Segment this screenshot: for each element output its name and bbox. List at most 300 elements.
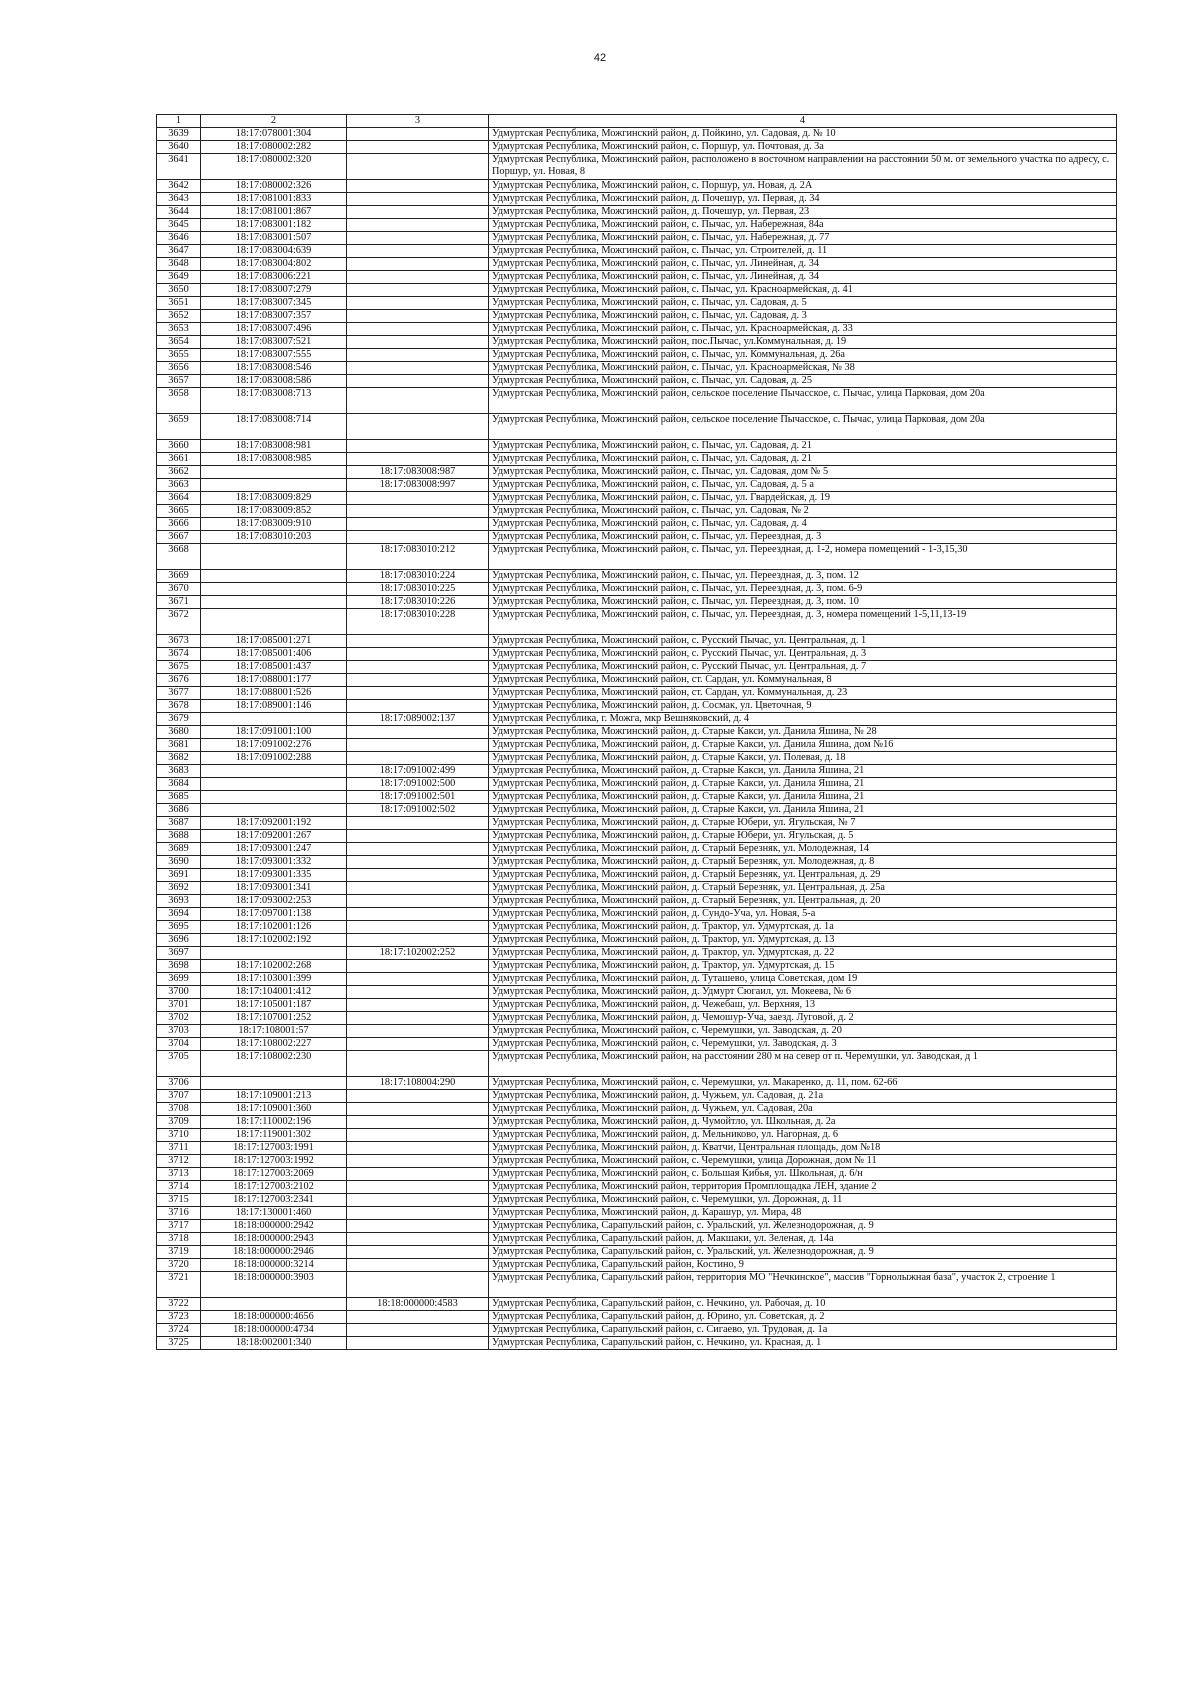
row-number-cell: 3650 (157, 284, 201, 297)
cadastral-number-alt-cell (347, 505, 489, 518)
table-row (157, 544, 1117, 570)
address-cell: Удмуртская Республика, Сарапульский район, д. Юрино, ул. Советская, д. 2 (489, 1311, 1117, 1324)
cadastral-number-cell: 18:17:083007:345 (201, 297, 347, 310)
address-cell: Удмуртская Республика, Можгинский район, с. Пычас, ул. Линейная, д. 34 (489, 271, 1117, 284)
address-cell: Удмуртская Республика, Можгинский район, д. Туташево, улица Советская, дом 19 (489, 973, 1117, 986)
cadastral-number-alt-cell (347, 817, 489, 830)
address-cell: Удмуртская Республика, Можгинский район, д. Старые Какси, ул. Данила Яшина, дом №16 (489, 739, 1117, 752)
cadastral-number-cell: 18:17:092001:267 (201, 830, 347, 843)
row-number-cell: 3639 (157, 128, 201, 141)
cadastral-number-alt-cell (347, 1103, 489, 1116)
table-row (157, 986, 1117, 999)
cadastral-number-cell: 18:18:000000:2943 (201, 1233, 347, 1246)
table-row (157, 635, 1117, 648)
address-cell: Удмуртская Республика, Можгинский район, д. Чумойтло, ул. Школьная, д. 2а (489, 1116, 1117, 1129)
row-number-cell: 3683 (157, 765, 201, 778)
cadastral-number-cell: 18:17:102002:192 (201, 934, 347, 947)
cadastral-number-alt-cell (347, 453, 489, 466)
address-cell: Удмуртская Республика, г. Можга, мкр Вешняковский, д. 4 (489, 713, 1117, 726)
table-row (157, 453, 1117, 466)
row-number-cell: 3662 (157, 466, 201, 479)
address-cell: Удмуртская Республика, Можгинский район, с. Черемушки, ул. Заводская, д. 3 (489, 1038, 1117, 1051)
cadastral-number-cell: 18:17:083009:852 (201, 505, 347, 518)
cadastral-number-alt-cell (347, 518, 489, 531)
cadastral-number-cell: 18:17:083009:910 (201, 518, 347, 531)
table-row (157, 817, 1117, 830)
table-row (157, 1155, 1117, 1168)
cadastral-number-cell: 18:17:083008:713 (201, 388, 347, 414)
row-number-cell: 3677 (157, 687, 201, 700)
table-row (157, 440, 1117, 453)
row-number-cell: 3668 (157, 544, 201, 570)
address-cell: Удмуртская Республика, Сарапульский район, территория МО "Нечкинское", массив "Горнолыжная база", участок 2, строение 1 (489, 1272, 1117, 1298)
cadastral-number-cell: 18:17:088001:177 (201, 674, 347, 687)
cadastral-number-alt-cell (347, 297, 489, 310)
row-number-cell: 3684 (157, 778, 201, 791)
table-row (157, 505, 1117, 518)
row-number-cell: 3725 (157, 1337, 201, 1350)
row-number-cell: 3700 (157, 986, 201, 999)
table-row (157, 531, 1117, 544)
row-number-cell: 3724 (157, 1324, 201, 1337)
table-row (157, 414, 1117, 440)
table-row (157, 1272, 1117, 1298)
cadastral-number-alt-cell (347, 960, 489, 973)
address-cell: Удмуртская Республика, Сарапульский район, с. Уральский, ул. Железнодорожная, д. 9 (489, 1220, 1117, 1233)
address-cell: Удмуртская Республика, Можгинский район, д. Почешур, ул. Первая, д. 34 (489, 193, 1117, 206)
row-number-cell: 3717 (157, 1220, 201, 1233)
cadastral-number-alt-cell (347, 1220, 489, 1233)
table-row (157, 726, 1117, 739)
table-row (157, 947, 1117, 960)
address-cell: Удмуртская Республика, Можгинский район, с. Большая Кибья, ул. Школьная, д. 6/н (489, 1168, 1117, 1181)
address-cell: Удмуртская Республика, Сарапульский район, с. Нечкино, ул. Рабочая, д. 10 (489, 1298, 1117, 1311)
address-cell: Удмуртская Республика, Сарапульский район, с. Уральский, ул. Железнодорожная, д. 9 (489, 1246, 1117, 1259)
cadastral-number-alt-cell: 18:17:091002:500 (347, 778, 489, 791)
address-cell: Удмуртская Республика, Можгинский район, с. Черемушки, ул. Заводская, д. 20 (489, 1025, 1117, 1038)
table-row (157, 336, 1117, 349)
row-number-cell: 3675 (157, 661, 201, 674)
cadastral-number-alt-cell: 18:17:083008:987 (347, 466, 489, 479)
cadastral-number-alt-cell (347, 1012, 489, 1025)
address-cell: Удмуртская Республика, Можгинский район, с. Черемушки, ул. Макаренко, д. 11, пом. 62-66 (489, 1077, 1117, 1090)
cadastral-number-alt-cell (347, 687, 489, 700)
cadastral-number-alt-cell (347, 1311, 489, 1324)
cadastral-number-alt-cell (347, 921, 489, 934)
table-row (157, 245, 1117, 258)
cadastral-number-cell: 18:17:093001:335 (201, 869, 347, 882)
address-cell: Удмуртская Республика, Можгинский район, д. Старый Березняк, ул. Центральная, д. 25а (489, 882, 1117, 895)
cadastral-number-alt-cell: 18:17:083008:997 (347, 479, 489, 492)
row-number-cell: 3661 (157, 453, 201, 466)
address-cell: Удмуртская Республика, Можгинский район, д. Трактор, ул. Удмуртская, д. 15 (489, 960, 1117, 973)
table-row (157, 323, 1117, 336)
cadastral-number-cell: 18:17:083007:357 (201, 310, 347, 323)
row-number-cell: 3669 (157, 570, 201, 583)
address-cell: Удмуртская Республика, Можгинский район, на расстоянии 280 м на север от п. Черемушки, ул. Заводская, д 1 (489, 1051, 1117, 1077)
cadastral-number-cell (201, 778, 347, 791)
cadastral-number-alt-cell (347, 1207, 489, 1220)
cadastral-number-cell (201, 544, 347, 570)
cadastral-number-alt-cell (347, 661, 489, 674)
cadastral-number-cell (201, 804, 347, 817)
cadastral-number-alt-cell (347, 1246, 489, 1259)
cadastral-number-alt-cell (347, 856, 489, 869)
cadastral-number-cell: 18:17:083004:802 (201, 258, 347, 271)
cadastral-number-cell: 18:17:085001:437 (201, 661, 347, 674)
table-row (157, 804, 1117, 817)
cadastral-number-cell: 18:18:000000:2946 (201, 1246, 347, 1259)
address-cell: Удмуртская Республика, Можгинский район, с. Пычас, ул. Садовая, д. 5 (489, 297, 1117, 310)
cadastral-number-alt-cell: 18:17:089002:137 (347, 713, 489, 726)
row-number-cell: 3647 (157, 245, 201, 258)
address-cell: Удмуртская Республика, Можгинский район, д. Трактор, ул. Удмуртская, д. 1а (489, 921, 1117, 934)
cadastral-number-cell (201, 570, 347, 583)
table-row (157, 154, 1117, 180)
cadastral-number-alt-cell (347, 1337, 489, 1350)
row-number-cell: 3654 (157, 336, 201, 349)
table-row (157, 375, 1117, 388)
address-cell: Удмуртская Республика, Можгинский район, с. Пычас, ул. Садовая, д. 21 (489, 453, 1117, 466)
address-cell: Удмуртская Республика, Можгинский район, с. Пычас, ул. Красноармейская, № 38 (489, 362, 1117, 375)
cadastral-number-alt-cell (347, 440, 489, 453)
table-row (157, 362, 1117, 375)
cadastral-number-cell: 18:18:000000:4656 (201, 1311, 347, 1324)
table-row (157, 908, 1117, 921)
table-row (157, 1259, 1117, 1272)
row-number-cell: 3679 (157, 713, 201, 726)
row-number-cell: 3658 (157, 388, 201, 414)
cadastral-number-cell: 18:17:085001:271 (201, 635, 347, 648)
row-number-cell: 3678 (157, 700, 201, 713)
address-cell: Удмуртская Республика, Можгинский район, с. Русский Пычас, ул. Центральная, д. 3 (489, 648, 1117, 661)
cadastral-number-alt-cell (347, 908, 489, 921)
row-number-cell: 3693 (157, 895, 201, 908)
row-number-cell: 3689 (157, 843, 201, 856)
table-row (157, 206, 1117, 219)
cadastral-number-cell: 18:17:097001:138 (201, 908, 347, 921)
row-number-cell: 3697 (157, 947, 201, 960)
cadastral-number-cell: 18:18:000000:4734 (201, 1324, 347, 1337)
table-row (157, 973, 1117, 986)
cadastral-number-cell: 18:17:102001:126 (201, 921, 347, 934)
address-cell: Удмуртская Республика, Можгинский район, д. Трактор, ул. Удмуртская, д. 13 (489, 934, 1117, 947)
cadastral-number-cell: 18:17:089001:146 (201, 700, 347, 713)
cadastral-number-cell: 18:17:127003:2102 (201, 1181, 347, 1194)
cadastral-number-cell: 18:17:080002:320 (201, 154, 347, 180)
table-row (157, 830, 1117, 843)
row-number-cell: 3651 (157, 297, 201, 310)
row-number-cell: 3685 (157, 791, 201, 804)
cadastral-number-cell: 18:17:127003:2341 (201, 1194, 347, 1207)
property-registry-table (156, 114, 1117, 1350)
cadastral-number-alt-cell (347, 310, 489, 323)
address-cell: Удмуртская Республика, Можгинский район, с. Пычас, ул. Коммунальная, д. 26а (489, 349, 1117, 362)
address-cell: Удмуртская Республика, Можгинский район, с. Пычас, ул. Красноармейская, д. 41 (489, 284, 1117, 297)
address-cell: Удмуртская Республика, Можгинский район, территория Промплощадка ЛЕН, здание 2 (489, 1181, 1117, 1194)
table-row (157, 856, 1117, 869)
address-cell: Удмуртская Республика, Можгинский район, ст. Сардан, ул. Коммунальная, д. 23 (489, 687, 1117, 700)
address-cell: Удмуртская Республика, Можгинский район, д. Трактор, ул. Удмуртская, д. 22 (489, 947, 1117, 960)
cadastral-number-cell: 18:17:083001:182 (201, 219, 347, 232)
table-row (157, 869, 1117, 882)
row-number-cell: 3713 (157, 1168, 201, 1181)
row-number-cell: 3673 (157, 635, 201, 648)
cadastral-number-alt-cell (347, 973, 489, 986)
cadastral-number-cell (201, 479, 347, 492)
row-number-cell: 3652 (157, 310, 201, 323)
address-cell: Удмуртская Республика, Можгинский район, д. Почешур, ул. Первая, 23 (489, 206, 1117, 219)
cadastral-number-alt-cell (347, 739, 489, 752)
table-row (157, 1077, 1117, 1090)
row-number-cell: 3643 (157, 193, 201, 206)
table-row (157, 1181, 1117, 1194)
row-number-cell: 3674 (157, 648, 201, 661)
address-cell: Удмуртская Республика, Можгинский район, д. Старый Березняк, ул. Молодежная, д. 8 (489, 856, 1117, 869)
cadastral-number-cell (201, 466, 347, 479)
table-row (157, 518, 1117, 531)
cadastral-number-cell: 18:17:119001:302 (201, 1129, 347, 1142)
cadastral-number-alt-cell (347, 154, 489, 180)
cadastral-number-alt-cell (347, 219, 489, 232)
table-row (157, 1012, 1117, 1025)
row-number-cell: 3720 (157, 1259, 201, 1272)
row-number-cell: 3711 (157, 1142, 201, 1155)
table-row (157, 687, 1117, 700)
address-cell: Удмуртская Республика, Можгинский район, д. Карашур, ул. Мира, 48 (489, 1207, 1117, 1220)
row-number-cell: 3701 (157, 999, 201, 1012)
cadastral-number-cell: 18:17:093002:253 (201, 895, 347, 908)
row-number-cell: 3715 (157, 1194, 201, 1207)
row-number-cell: 3723 (157, 1311, 201, 1324)
cadastral-number-alt-cell: 18:17:091002:502 (347, 804, 489, 817)
cadastral-number-alt-cell: 18:18:000000:4583 (347, 1298, 489, 1311)
row-number-cell: 3722 (157, 1298, 201, 1311)
address-cell: Удмуртская Республика, Можгинский район, д. Старые Какси, ул. Полевая, д. 18 (489, 752, 1117, 765)
cadastral-number-cell: 18:17:107001:252 (201, 1012, 347, 1025)
row-number-cell: 3641 (157, 154, 201, 180)
cadastral-number-alt-cell (347, 986, 489, 999)
cadastral-number-cell (201, 583, 347, 596)
cadastral-number-cell: 18:17:092001:192 (201, 817, 347, 830)
cadastral-number-cell: 18:17:078001:304 (201, 128, 347, 141)
table-row (157, 713, 1117, 726)
address-cell: Удмуртская Республика, Сарапульский район, с. Сигаево, ул. Трудовая, д. 1а (489, 1324, 1117, 1337)
address-cell: Удмуртская Республика, Можгинский район, д. Старые Какси, ул. Данила Яшина, 21 (489, 804, 1117, 817)
row-number-cell: 3663 (157, 479, 201, 492)
cadastral-number-alt-cell (347, 1324, 489, 1337)
address-cell: Удмуртская Республика, Можгинский район, д. Чужьем, ул. Садовая, 20а (489, 1103, 1117, 1116)
table-row (157, 1324, 1117, 1337)
cadastral-number-cell: 18:17:083008:981 (201, 440, 347, 453)
row-number-cell: 3708 (157, 1103, 201, 1116)
table-row (157, 752, 1117, 765)
cadastral-number-cell (201, 713, 347, 726)
row-number-cell: 3664 (157, 492, 201, 505)
address-cell: Удмуртская Республика, Можгинский район, с. Черемушки, ул. Дорожная, д. 11 (489, 1194, 1117, 1207)
address-cell: Удмуртская Республика, Можгинский район, с. Поршур, ул. Почтовая, д. 3а (489, 141, 1117, 154)
cadastral-number-alt-cell: 18:17:091002:499 (347, 765, 489, 778)
cadastral-number-cell: 18:17:083006:221 (201, 271, 347, 284)
table-row (157, 570, 1117, 583)
address-cell: Удмуртская Республика, Можгинский район, с. Пычас, ул. Садовая, д. 5 а (489, 479, 1117, 492)
cadastral-number-cell (201, 947, 347, 960)
table-row (157, 258, 1117, 271)
row-number-cell: 3671 (157, 596, 201, 609)
row-number-cell: 3645 (157, 219, 201, 232)
cadastral-number-alt-cell (347, 492, 489, 505)
cadastral-number-alt-cell (347, 206, 489, 219)
row-number-cell: 3672 (157, 609, 201, 635)
cadastral-number-alt-cell: 18:17:108004:290 (347, 1077, 489, 1090)
table-row (157, 765, 1117, 778)
cadastral-number-cell: 18:17:091002:276 (201, 739, 347, 752)
address-cell: Удмуртская Республика, Можгинский район, с. Пычас, ул. Набережная, д. 77 (489, 232, 1117, 245)
row-number-cell: 3655 (157, 349, 201, 362)
table-row (157, 934, 1117, 947)
address-cell: Удмуртская Республика, Можгинский район, д. Чежебаш, ул. Верхняя, 13 (489, 999, 1117, 1012)
cadastral-number-alt-cell: 18:17:091002:501 (347, 791, 489, 804)
row-number-cell: 3694 (157, 908, 201, 921)
cadastral-number-alt-cell (347, 1129, 489, 1142)
table-row (157, 1090, 1117, 1103)
table-row (157, 661, 1117, 674)
cadastral-number-alt-cell: 18:17:102002:252 (347, 947, 489, 960)
cadastral-number-alt-cell (347, 1038, 489, 1051)
cadastral-number-cell (201, 1298, 347, 1311)
address-cell: Удмуртская Республика, Можгинский район, с. Пычас, ул. Строителей, д. 11 (489, 245, 1117, 258)
row-number-cell: 3712 (157, 1155, 201, 1168)
cadastral-number-alt-cell: 18:17:083010:226 (347, 596, 489, 609)
row-number-cell: 3642 (157, 180, 201, 193)
cadastral-number-cell: 18:17:085001:406 (201, 648, 347, 661)
row-number-cell: 3681 (157, 739, 201, 752)
column-header-3: 3 (347, 115, 489, 128)
row-number-cell: 3710 (157, 1129, 201, 1142)
table-header-row (157, 115, 1117, 128)
table-row (157, 1116, 1117, 1129)
row-number-cell: 3704 (157, 1038, 201, 1051)
table-row (157, 1129, 1117, 1142)
cadastral-number-cell: 18:17:083007:521 (201, 336, 347, 349)
cadastral-number-alt-cell (347, 1181, 489, 1194)
address-cell: Удмуртская Республика, Можгинский район, д. Чужьем, ул. Садовая, д. 21а (489, 1090, 1117, 1103)
page-number: 42 (593, 52, 607, 64)
table-row (157, 596, 1117, 609)
cadastral-number-cell: 18:17:127003:1991 (201, 1142, 347, 1155)
cadastral-number-cell: 18:17:103001:399 (201, 973, 347, 986)
table-row (157, 1311, 1117, 1324)
row-number-cell: 3698 (157, 960, 201, 973)
table-row (157, 583, 1117, 596)
address-cell: Удмуртская Республика, Можгинский район, д. Старый Березняк, ул. Молодежная, 14 (489, 843, 1117, 856)
cadastral-number-alt-cell (347, 271, 489, 284)
table-row (157, 1233, 1117, 1246)
address-cell: Удмуртская Республика, Можгинский район, с. Пычас, ул. Переездная, д. 3, пом. 12 (489, 570, 1117, 583)
table-row (157, 778, 1117, 791)
cadastral-number-cell: 18:17:102002:268 (201, 960, 347, 973)
cadastral-number-cell (201, 765, 347, 778)
address-cell: Удмуртская Республика, Можгинский район, с. Пычас, ул. Переездная, д. 1-2, номера помещений - 1-3,15,30 (489, 544, 1117, 570)
row-number-cell: 3707 (157, 1090, 201, 1103)
table-row (157, 1103, 1117, 1116)
table-row (157, 1337, 1117, 1350)
cadastral-number-cell: 18:17:108001:57 (201, 1025, 347, 1038)
cadastral-number-cell: 18:17:104001:412 (201, 986, 347, 999)
cadastral-number-alt-cell (347, 1116, 489, 1129)
cadastral-number-alt-cell (347, 375, 489, 388)
table-row (157, 1220, 1117, 1233)
cadastral-number-alt-cell (347, 674, 489, 687)
address-cell: Удмуртская Республика, Сарапульский район, Костино, 9 (489, 1259, 1117, 1272)
cadastral-number-cell: 18:17:083008:586 (201, 375, 347, 388)
row-number-cell: 3695 (157, 921, 201, 934)
cadastral-number-alt-cell (347, 232, 489, 245)
table-row (157, 648, 1117, 661)
cadastral-number-cell: 18:17:130001:460 (201, 1207, 347, 1220)
cadastral-number-cell: 18:18:000000:3214 (201, 1259, 347, 1272)
address-cell: Удмуртская Республика, Можгинский район, с. Пычас, ул. Набережная, 84а (489, 219, 1117, 232)
row-number-cell: 3699 (157, 973, 201, 986)
address-cell: Удмуртская Республика, Можгинский район, д. Пойкино, ул. Садовая, д. № 10 (489, 128, 1117, 141)
cadastral-number-cell: 18:17:108002:230 (201, 1051, 347, 1077)
cadastral-number-cell (201, 609, 347, 635)
address-cell: Удмуртская Республика, Можгинский район, с. Русский Пычас, ул. Центральная, д. 7 (489, 661, 1117, 674)
cadastral-number-alt-cell (347, 284, 489, 297)
cadastral-number-cell: 18:17:093001:341 (201, 882, 347, 895)
row-number-cell: 3656 (157, 362, 201, 375)
row-number-cell: 3703 (157, 1025, 201, 1038)
address-cell: Удмуртская Республика, Можгинский район, с. Пычас, ул. Переездная, д. 3 (489, 531, 1117, 544)
cadastral-number-cell: 18:17:105001:187 (201, 999, 347, 1012)
cadastral-number-cell (201, 1077, 347, 1090)
cadastral-number-alt-cell (347, 323, 489, 336)
cadastral-number-cell: 18:18:000000:3903 (201, 1272, 347, 1298)
address-cell: Удмуртская Республика, Можгинский район, с. Пычас, ул. Линейная, д. 34 (489, 258, 1117, 271)
address-cell: Удмуртская Республика, Можгинский район, д. Старые Юбери, ул. Ягульская, д. 5 (489, 830, 1117, 843)
cadastral-number-cell: 18:17:080002:282 (201, 141, 347, 154)
table-row (157, 609, 1117, 635)
address-cell: Удмуртская Республика, Можгинский район, д. Удмурт Сюгаил, ул. Мокеева, № 6 (489, 986, 1117, 999)
row-number-cell: 3644 (157, 206, 201, 219)
address-cell: Удмуртская Республика, Можгинский район, с. Черемушки, улица Дорожная, дом № 11 (489, 1155, 1117, 1168)
column-header-2: 2 (201, 115, 347, 128)
address-cell: Удмуртская Республика, Можгинский район, с. Пычас, ул. Садовая, д. 4 (489, 518, 1117, 531)
table-row (157, 882, 1117, 895)
row-number-cell: 3706 (157, 1077, 201, 1090)
table-row (157, 1142, 1117, 1155)
cadastral-number-alt-cell (347, 245, 489, 258)
address-cell: Удмуртская Республика, Можгинский район, пос.Пычас, ул.Коммунальная, д. 19 (489, 336, 1117, 349)
row-number-cell: 3716 (157, 1207, 201, 1220)
table-row (157, 1194, 1117, 1207)
cadastral-number-cell: 18:17:083004:639 (201, 245, 347, 258)
cadastral-number-alt-cell: 18:17:083010:224 (347, 570, 489, 583)
address-cell: Удмуртская Республика, Можгинский район, д. Старые Какси, ул. Данила Яшина, 21 (489, 791, 1117, 804)
cadastral-number-alt-cell: 18:17:083010:228 (347, 609, 489, 635)
address-cell: Удмуртская Республика, Можгинский район, сельское поселение Пычасское, с. Пычас, улица Парковая, дом 20а (489, 414, 1117, 440)
cadastral-number-alt-cell (347, 193, 489, 206)
cadastral-number-alt-cell (347, 128, 489, 141)
cadastral-number-cell: 18:17:108002:227 (201, 1038, 347, 1051)
cadastral-number-cell: 18:17:083008:714 (201, 414, 347, 440)
row-number-cell: 3682 (157, 752, 201, 765)
table-row (157, 466, 1117, 479)
row-number-cell: 3718 (157, 1233, 201, 1246)
cadastral-number-cell: 18:17:091002:288 (201, 752, 347, 765)
address-cell: Удмуртская Республика, Можгинский район, ст. Сардан, ул. Коммунальная, 8 (489, 674, 1117, 687)
cadastral-number-cell: 18:17:083007:279 (201, 284, 347, 297)
